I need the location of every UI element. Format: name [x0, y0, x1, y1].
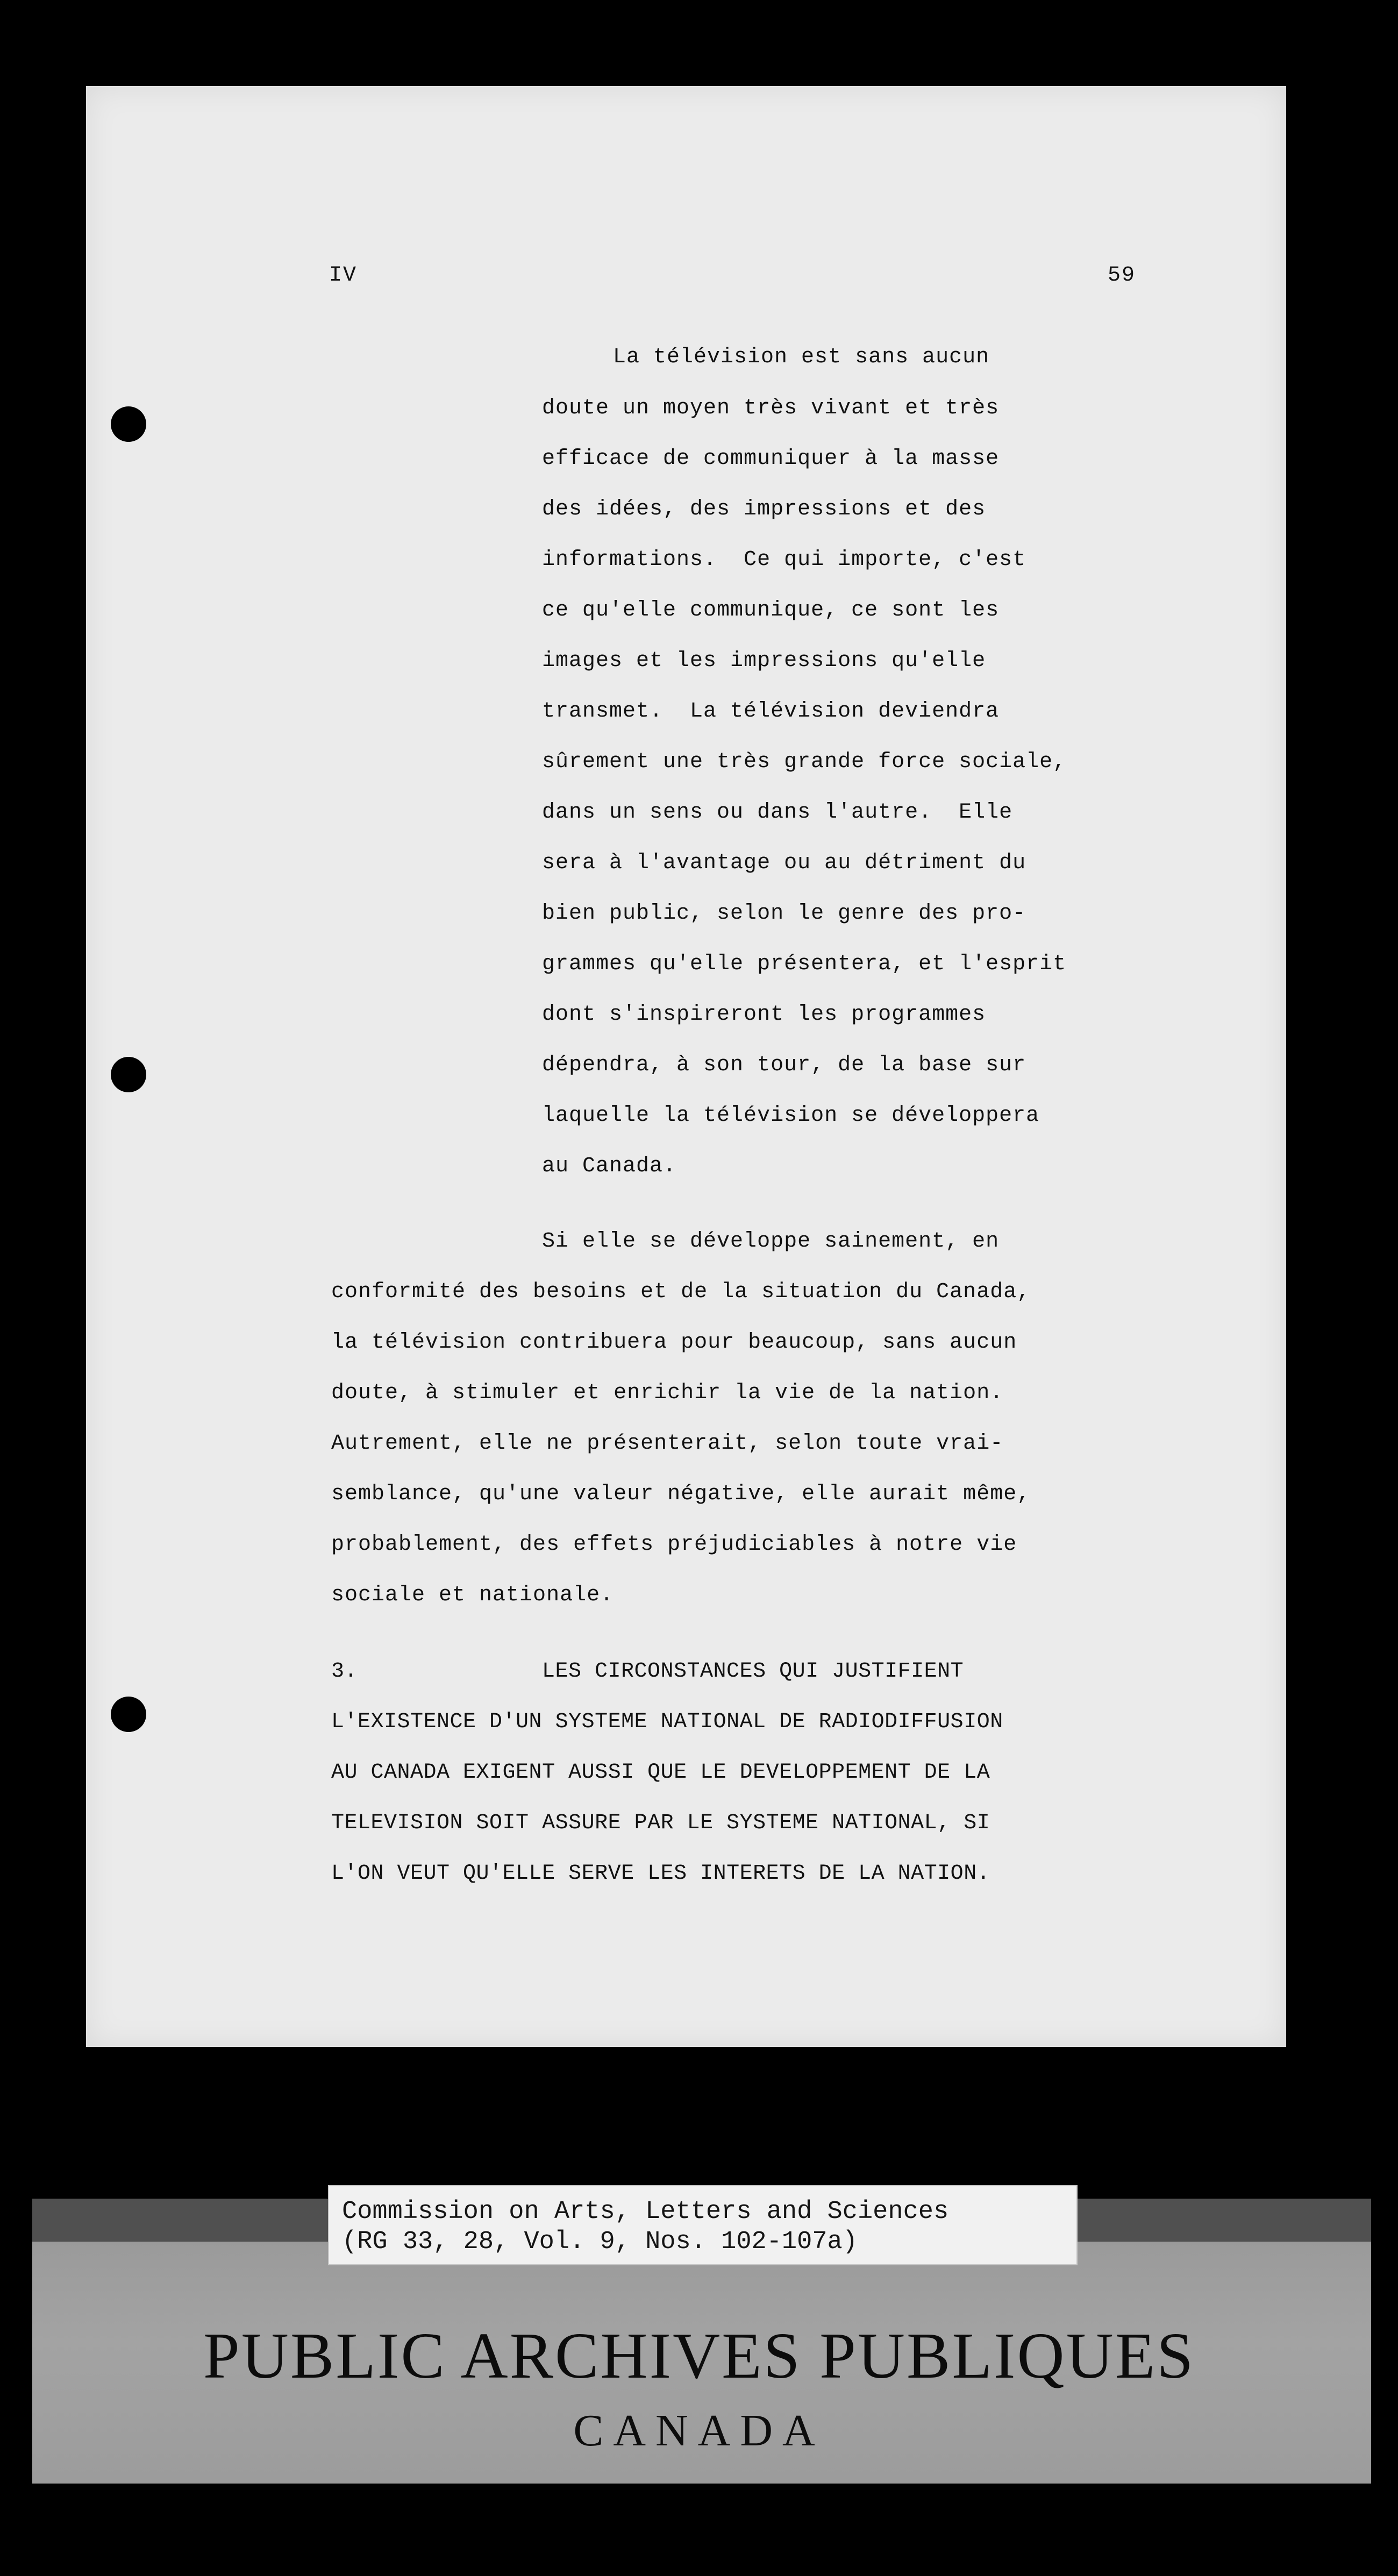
punch-hole-bottom	[111, 1697, 146, 1732]
paragraph-1-line: doute un moyen très vivant et très	[542, 396, 1000, 420]
heading-number: 3.	[331, 1659, 358, 1684]
paragraph-1-line: dépendra, à son tour, de la base sur	[542, 1053, 1026, 1077]
paragraph-1-line: La télévision est sans aucun	[613, 345, 990, 369]
section-roman-numeral: IV	[329, 263, 358, 288]
paragraph-2-line: semblance, qu'une valeur négative, elle aurait même,	[331, 1482, 1031, 1506]
paragraph-1-line: sera à l'avantage ou au détriment du	[542, 851, 1026, 875]
paragraph-2-line: la télévision contribuera pour beaucoup, sans aucun	[331, 1330, 1017, 1355]
archive-subtitle: CANADA	[573, 2406, 825, 2456]
document-page	[86, 86, 1286, 2047]
paragraph-1-line: informations. Ce qui importe, c'est	[542, 548, 1026, 572]
paragraph-1-line: laquelle la télévision se développera	[542, 1104, 1040, 1128]
paragraph-1-line: bien public, selon le genre des pro-	[542, 901, 1026, 926]
punch-hole-top	[111, 406, 146, 442]
archive-reference-label	[328, 2185, 1078, 2265]
paragraph-1-line: sûrement une très grande force sociale,	[542, 750, 1067, 774]
paragraph-2-line: conformité des besoins et de la situation du Canada,	[331, 1280, 1031, 1304]
paragraph-1-line: ce qu'elle communique, ce sont les	[542, 598, 1000, 622]
paragraph-2-line: Autrement, elle ne présenterait, selon toute vrai-	[331, 1432, 1004, 1456]
archive-label-line-2: (RG 33, 28, Vol. 9, Nos. 102-107a)	[342, 2228, 858, 2256]
punch-hole-middle	[111, 1057, 146, 1092]
paragraph-2-line: probablement, des effets préjudiciables à notre vie	[331, 1533, 1017, 1557]
paragraph-1-line: dans un sens ou dans l'autre. Elle	[542, 800, 1013, 825]
heading-line: L'EXISTENCE D'UN SYSTEME NATIONAL DE RADIODIFFUSION	[331, 1710, 1003, 1734]
page-number: 59	[1108, 263, 1136, 288]
heading-line: AU CANADA EXIGENT AUSSI QUE LE DEVELOPPEMENT DE LA	[331, 1761, 990, 1785]
archive-title: PUBLIC ARCHIVES PUBLIQUES	[203, 2320, 1195, 2392]
paragraph-1-line: efficace de communiquer à la masse	[542, 447, 1000, 471]
paragraph-1-line: grammes qu'elle présentera, et l'esprit	[542, 952, 1067, 976]
archive-label-line-1: Commission on Arts, Letters and Sciences	[342, 2198, 949, 2226]
paragraph-1-line: des idées, des impressions et des	[542, 497, 986, 521]
heading-line: TELEVISION SOIT ASSURE PAR LE SYSTEME NATIONAL, SI	[331, 1811, 990, 1835]
heading-line: LES CIRCONSTANCES QUI JUSTIFIENT	[542, 1659, 964, 1684]
paragraph-1-line: au Canada.	[542, 1154, 677, 1178]
heading-line: L'ON VEUT QU'ELLE SERVE LES INTERETS DE LA NATION.	[331, 1862, 990, 1886]
paragraph-1-line: transmet. La télévision deviendra	[542, 699, 1000, 724]
paragraph-1-line: dont s'inspireront les programmes	[542, 1003, 986, 1027]
paragraph-2-line: sociale et nationale.	[331, 1583, 614, 1607]
paragraph-2-line: Si elle se développe sainement, en	[542, 1229, 1000, 1254]
paragraph-1-line: images et les impressions qu'elle	[542, 649, 986, 673]
paragraph-2-line: doute, à stimuler et enrichir la vie de la nation.	[331, 1381, 1004, 1405]
